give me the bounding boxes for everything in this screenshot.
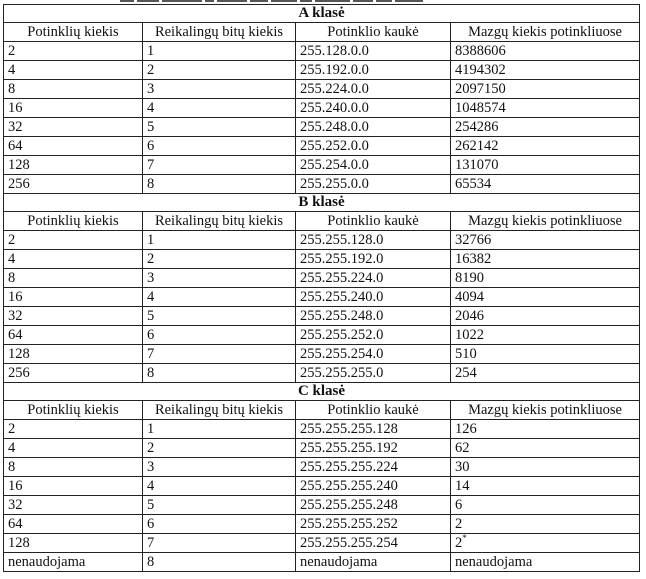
header-bits: Reikalingų bitų kiekis [143,212,296,231]
cell-hosts: 254 [451,364,640,383]
header-bits: Reikalingų bitų kiekis [143,23,296,42]
table-row [4,364,640,383]
cell-bits: 8 [143,553,296,572]
cell-bits: 2 [143,250,296,269]
cropped-text-fragment [120,0,460,3]
table-row [4,326,640,345]
cell-bits: 1 [143,420,296,439]
cell-networks: 32 [4,118,143,137]
table-row [4,288,640,307]
header-row [4,212,640,231]
cell-bits: 1 [143,231,296,250]
table-row [4,307,640,326]
section-title: A klasė [4,5,640,23]
table-row [4,345,640,364]
section-title-row [4,5,640,23]
cell-mask: 255.255.255.192 [296,439,451,458]
cell-bits: 5 [143,118,296,137]
table-row [4,42,640,61]
cell-hosts: 126 [451,420,640,439]
cell-networks: 128 [4,534,143,553]
cell-hosts: 510 [451,345,640,364]
header-networks: Potinklių kiekis [4,401,143,420]
table-row [4,439,640,458]
cell-hosts: 8190 [451,269,640,288]
cell-networks: 2 [4,231,143,250]
cell-networks: 4 [4,250,143,269]
cell-hosts: 4194302 [451,61,640,80]
cell-networks: 128 [4,345,143,364]
header-bits: Reikalingų bitų kiekis [143,401,296,420]
cell-hosts: 8388606 [451,42,640,61]
cell-networks: 4 [4,61,143,80]
header-row [4,401,640,420]
cell-hosts: 65534 [451,175,640,194]
cell-bits: 6 [143,137,296,156]
cell-networks: 16 [4,477,143,496]
cell-mask: 255.255.224.0 [296,269,451,288]
table-row [4,61,640,80]
cell-networks: 8 [4,269,143,288]
cell-bits: 4 [143,99,296,118]
cell-mask: 255.255.0.0 [296,175,451,194]
cell-networks: 32 [4,496,143,515]
cell-hosts: nenaudojama [451,553,640,572]
cell-hosts: 62 [451,439,640,458]
cell-networks: nenaudojama [4,553,143,572]
cell-networks: 4 [4,439,143,458]
cell-mask: nenaudojama [296,553,451,572]
cell-mask: 255.252.0.0 [296,137,451,156]
section-title: B klasė [4,194,640,212]
cell-mask: 255.248.0.0 [296,118,451,137]
table-row [4,534,640,553]
cell-networks: 256 [4,175,143,194]
cell-mask: 255.255.255.224 [296,458,451,477]
cell-hosts: 131070 [451,156,640,175]
header-networks: Potinklių kiekis [4,212,143,231]
table-row [4,80,640,99]
header-mask: Potinklio kaukė [296,23,451,42]
section-title-row [4,194,640,212]
cell-mask: 255.255.255.252 [296,515,451,534]
cell-networks: 64 [4,137,143,156]
cell-networks: 8 [4,458,143,477]
table-row [4,231,640,250]
cell-mask: 255.224.0.0 [296,80,451,99]
table-row [4,137,640,156]
header-row [4,23,640,42]
table-row [4,420,640,439]
cell-networks: 2 [4,420,143,439]
header-mask: Potinklio kaukė [296,212,451,231]
cell-mask: 255.255.248.0 [296,307,451,326]
cell-mask: 255.255.255.0 [296,364,451,383]
cell-networks: 2 [4,42,143,61]
table-row [4,250,640,269]
header-hosts: Mazgų kiekis potinkliuose [451,212,640,231]
cell-bits: 5 [143,496,296,515]
cell-hosts: 262142 [451,137,640,156]
table-row [4,496,640,515]
cell-networks: 64 [4,515,143,534]
header-hosts: Mazgų kiekis potinkliuose [451,401,640,420]
cell-hosts: 30 [451,458,640,477]
header-networks: Potinklių kiekis [4,23,143,42]
cell-bits: 4 [143,477,296,496]
table-row [4,553,640,572]
table-row [4,269,640,288]
cell-mask: 255.192.0.0 [296,61,451,80]
cell-networks: 16 [4,99,143,118]
table-row [4,515,640,534]
section-title-row [4,383,640,401]
cell-bits: 5 [143,307,296,326]
table-row [4,175,640,194]
table-row [4,99,640,118]
cell-mask: 255.255.252.0 [296,326,451,345]
cell-bits: 2 [143,61,296,80]
cell-hosts-value: 2 [455,535,463,551]
cell-mask: 255.255.240.0 [296,288,451,307]
cell-bits: 1 [143,42,296,61]
cell-bits: 7 [143,345,296,364]
cell-networks: 128 [4,156,143,175]
cell-hosts: 2097150 [451,80,640,99]
cell-bits: 6 [143,326,296,345]
cell-hosts: 2 [451,515,640,534]
cell-networks: 64 [4,326,143,345]
cell-bits: 7 [143,156,296,175]
header-hosts: Mazgų kiekis potinkliuose [451,23,640,42]
cell-hosts: 16382 [451,250,640,269]
table-row [4,118,640,137]
cell-hosts [451,534,640,553]
cell-mask: 255.240.0.0 [296,99,451,118]
cell-bits: 8 [143,364,296,383]
cell-bits: 7 [143,534,296,553]
cell-networks: 256 [4,364,143,383]
cell-mask: 255.255.254.0 [296,345,451,364]
cell-bits: 6 [143,515,296,534]
table-row [4,477,640,496]
cell-bits: 3 [143,269,296,288]
cell-hosts: 6 [451,496,640,515]
header-mask: Potinklio kaukė [296,401,451,420]
cell-hosts: 4094 [451,288,640,307]
cell-mask: 255.255.255.240 [296,477,451,496]
cell-hosts: 1048574 [451,99,640,118]
cell-hosts: 1022 [451,326,640,345]
cell-bits: 3 [143,80,296,99]
cell-mask: 255.255.128.0 [296,231,451,250]
footnote-mark: * [462,533,467,544]
cell-networks: 32 [4,307,143,326]
table-row [4,156,640,175]
cell-bits: 2 [143,439,296,458]
cell-networks: 16 [4,288,143,307]
cell-mask: 255.255.255.254 [296,534,451,553]
cell-bits: 8 [143,175,296,194]
section-title: C klasė [4,383,640,401]
cell-hosts: 14 [451,477,640,496]
cell-networks: 8 [4,80,143,99]
cell-mask: 255.128.0.0 [296,42,451,61]
cell-mask: 255.255.255.248 [296,496,451,515]
cell-mask: 255.255.255.128 [296,420,451,439]
cell-hosts: 32766 [451,231,640,250]
subnet-mask-table [3,4,640,572]
cell-hosts: 2046 [451,307,640,326]
table-row [4,458,640,477]
cell-mask: 255.255.192.0 [296,250,451,269]
cell-hosts: 254286 [451,118,640,137]
cell-bits: 4 [143,288,296,307]
cell-bits: 3 [143,458,296,477]
cell-mask: 255.254.0.0 [296,156,451,175]
